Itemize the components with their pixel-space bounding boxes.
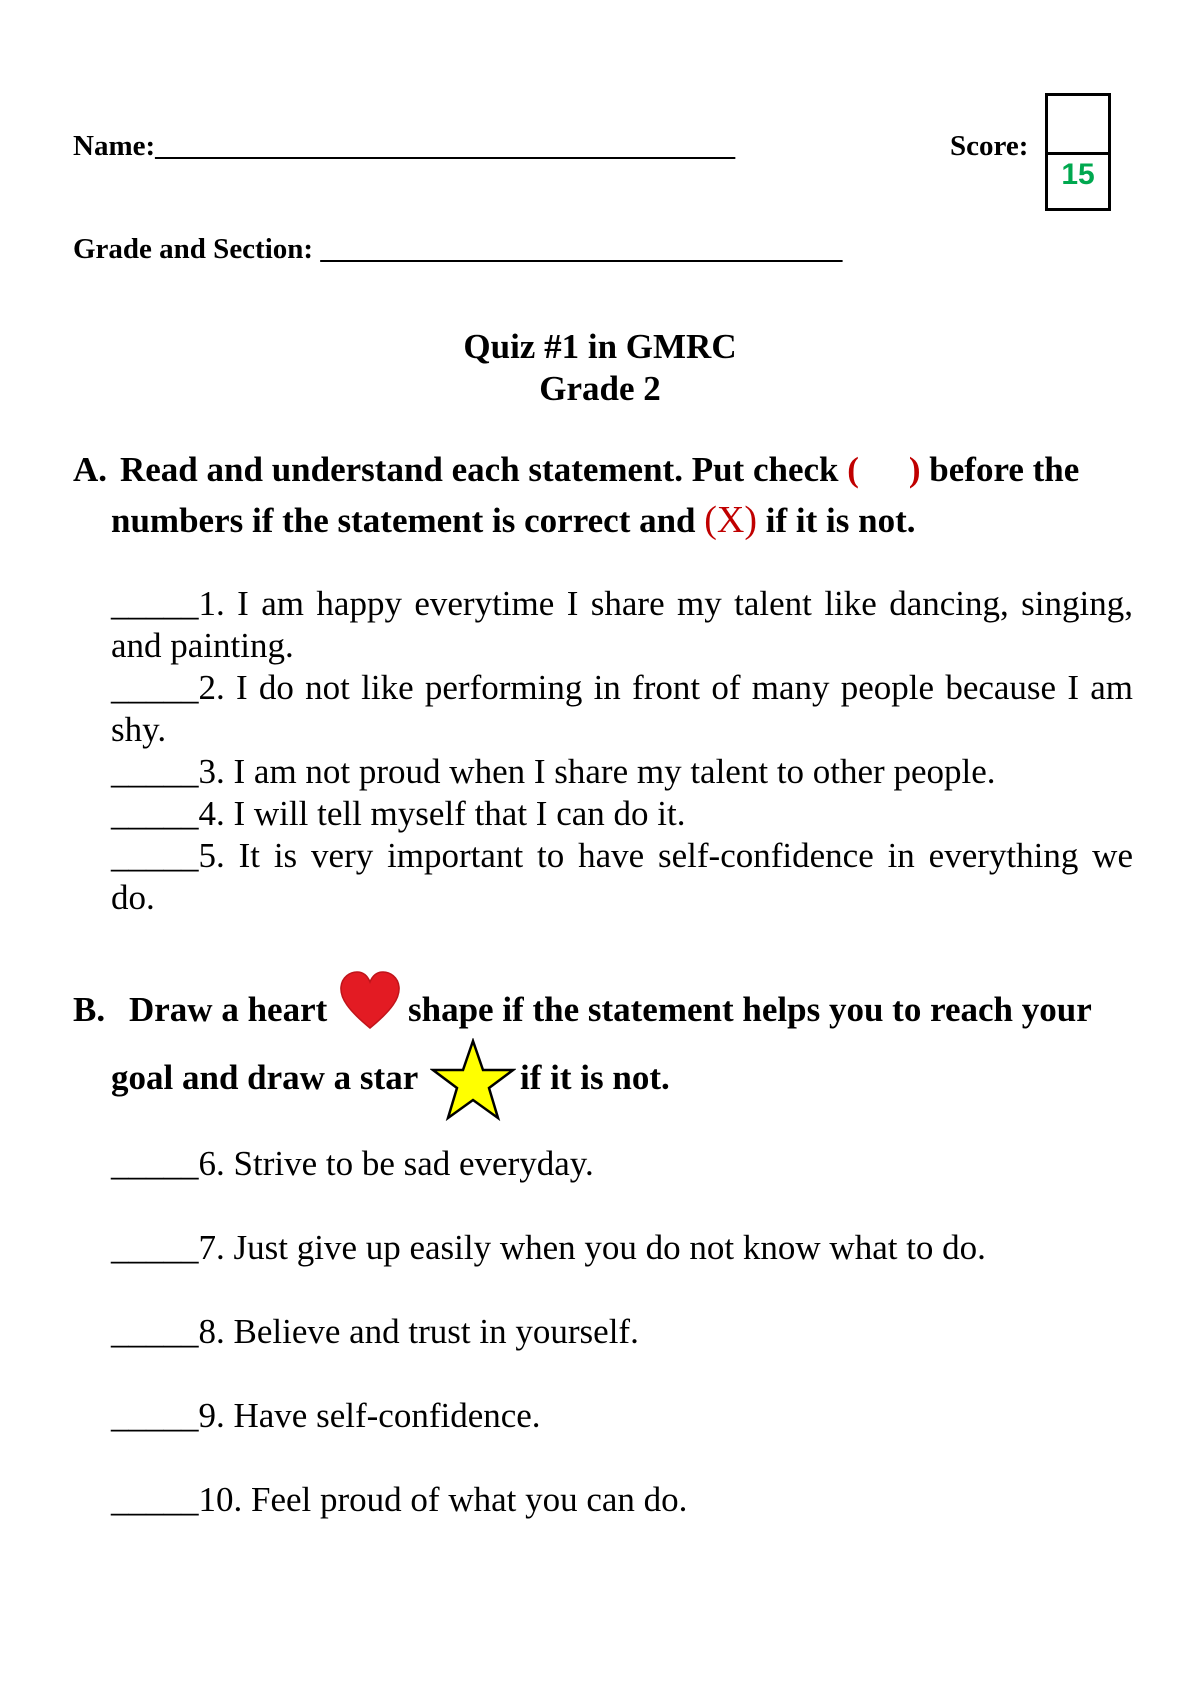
section-a-text-1: Read and understand each statement. Put check bbox=[120, 450, 839, 489]
grade-line[interactable]: ____________________________________ bbox=[320, 233, 843, 265]
x-mark: (X) bbox=[704, 499, 758, 541]
item-text-3: 3. I am not proud when I share my talent to other people. bbox=[198, 752, 996, 791]
answer-blank-10[interactable]: _____ bbox=[111, 1480, 199, 1519]
item-text-1: 1. I am happy everytime I share my talent like dancing, singing, and painting. bbox=[111, 584, 1133, 665]
item-text-7: 7. Just give up easily when you do not know what to do. bbox=[198, 1228, 986, 1267]
section-b-text-2: shape if the statement helps you to reach your bbox=[408, 990, 1092, 1029]
section-a-letter: A. bbox=[73, 450, 108, 489]
list-item bbox=[111, 1395, 541, 1437]
answer-blank-4[interactable]: _____ bbox=[111, 794, 199, 833]
answer-blank-3[interactable]: _____ bbox=[111, 752, 199, 791]
section-b-text-1: Draw a heart bbox=[129, 990, 328, 1029]
list-item bbox=[111, 667, 1133, 751]
score-total: 15 bbox=[1061, 158, 1095, 191]
item-text-6: 6. Strive to be sad everyday. bbox=[198, 1144, 594, 1183]
section-a-text-3: numbers if the statement is correct and bbox=[111, 501, 696, 540]
list-item bbox=[111, 1479, 687, 1521]
section-b-text-3: goal and draw a star bbox=[111, 1058, 419, 1097]
answer-blank-7[interactable]: _____ bbox=[111, 1228, 199, 1267]
name-row bbox=[73, 130, 735, 163]
score-box[interactable] bbox=[1045, 93, 1111, 211]
quiz-title: Quiz #1 in GMRC bbox=[463, 327, 737, 366]
name-label: Name: bbox=[73, 130, 156, 162]
list-item bbox=[111, 835, 1133, 919]
score-divider bbox=[1048, 152, 1108, 155]
section-a-line2 bbox=[111, 498, 916, 542]
list-item bbox=[111, 1227, 986, 1269]
answer-blank-2[interactable]: _____ bbox=[111, 668, 199, 707]
item-text-2: 2. I do not like performing in front of many people because I am shy. bbox=[111, 668, 1133, 749]
answer-blank-9[interactable]: _____ bbox=[111, 1396, 199, 1435]
list-item bbox=[111, 1311, 639, 1353]
star-icon bbox=[430, 1038, 516, 1124]
grade-label: Grade and Section: bbox=[73, 233, 321, 265]
quiz-grade: Grade 2 bbox=[539, 369, 661, 408]
list-item bbox=[111, 793, 1133, 835]
answer-blank-5[interactable]: _____ bbox=[111, 836, 199, 875]
name-line[interactable]: ________________________________________ bbox=[155, 130, 736, 162]
item-text-4: 4. I will tell myself that I can do it. bbox=[198, 794, 686, 833]
check-close-paren: ) bbox=[908, 450, 921, 489]
item-text-8: 8. Believe and trust in yourself. bbox=[198, 1312, 639, 1351]
answer-blank-1[interactable]: _____ bbox=[111, 584, 199, 623]
list-item bbox=[111, 1143, 594, 1185]
item-text-10: 10. Feel proud of what you can do. bbox=[198, 1480, 688, 1519]
score-label: Score: bbox=[950, 130, 1029, 162]
heart-icon bbox=[338, 970, 402, 1032]
item-text-9: 9. Have self-confidence. bbox=[198, 1396, 541, 1435]
check-open-paren: ( bbox=[847, 450, 859, 489]
answer-blank-8[interactable]: _____ bbox=[111, 1312, 199, 1351]
list-item bbox=[111, 583, 1133, 667]
answer-blank-6[interactable]: _____ bbox=[111, 1144, 199, 1183]
list-item bbox=[111, 751, 1133, 793]
section-a-text-4: if it is not. bbox=[765, 501, 916, 540]
section-a-line1 bbox=[120, 450, 1079, 490]
section-b-letter: B. bbox=[73, 990, 106, 1029]
section-a-text-2: before the bbox=[929, 450, 1080, 489]
item-text-5: 5. It is very important to have self-confidence in everything we do. bbox=[111, 836, 1133, 917]
grade-row bbox=[73, 233, 842, 266]
section-b-text-4: if it is not. bbox=[520, 1058, 670, 1097]
